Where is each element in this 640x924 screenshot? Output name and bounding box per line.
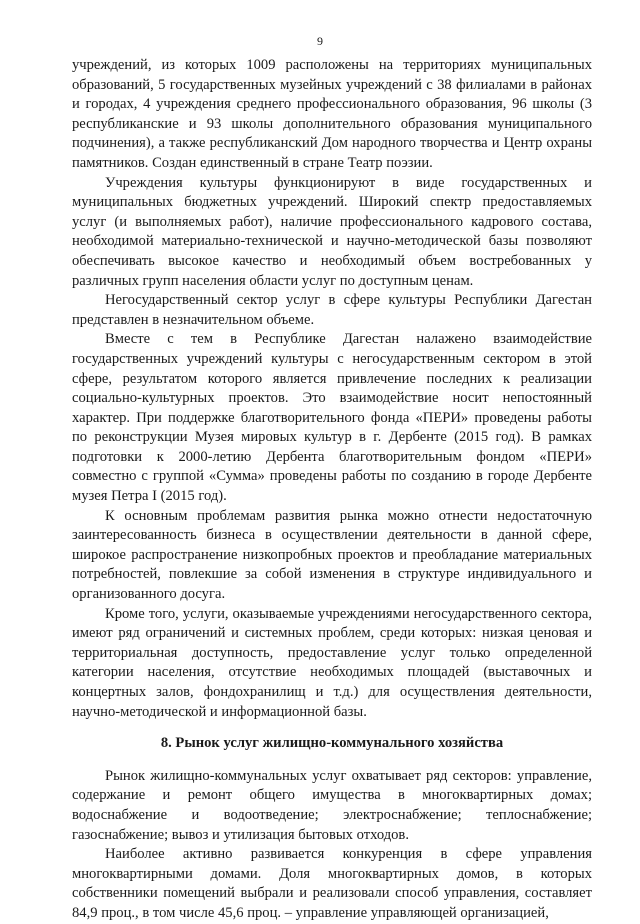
paragraph-8: Наиболее активно развивается конкуренция в сфере управления многоквартирными домами. Доля многоквартирных домов, в которых собственники помещений выбрали и реализовали способ управления, составляет 84,9 проц., в том числе 45,6 проц. – управление управляющей организацией, [72, 846, 592, 921]
paragraph-3: Негосударственный сектор услуг в сфере культуры Республики Дагестан представлен в незначительном объеме. [72, 292, 592, 328]
paragraph-5: К основным проблемам развития рынка можно отнести недостаточную заинтересованность бизнеса в осуществлении деятельности в данной сфере, широкое распространение низкопробных проектов и преобладание материальных потребностей, повлекшие за собой изменения в структуре индивидуального и организованного досуга. [72, 507, 592, 603]
paragraph-1: учреждений, из которых 1009 расположены на территориях муниципальных образований, 5 государственных музейных учреждений с 38 филиалами в районах и городах, 4 учреждения среднего профессионального образования, 96 школы (3 республиканские и 93 школы дополнительного образования муниципального подчинения), а также республиканский Дом народного творчества и Центр охраны памятников. Создан единственный в стране Театр поэзии. [72, 57, 592, 171]
page-number: 9 [317, 34, 323, 48]
paragraph-4: Вместе с тем в Республике Дагестан налажено взаимодействие государственных учреждений культуры с негосударственным сектором в этой сфере, результатом которого является привлечение последних к реализации социально-культурных проектов. Это взаимодействие носит непостоянный характер. При поддержке благотворительного фонда «ПЕРИ» проведены работы по реконструкции Музея мировых культур в г. Дербенте (2015 год). В рамках подготовки к 2000-летию Дербента благотворительным фондом «ПЕРИ» совместно с группой «Сумма» проведены работы по созданию в городе Дербенте музея Петра I (2015 год). [72, 331, 592, 505]
paragraph-2: Учреждения культуры функционируют в виде государственных и муниципальных бюджетных учреждений. Широкий спектр предоставляемых услуг (и выполняемых работ), наличие профессионального кадрового состава, необходимой материально-технической и научно-методической базы позволяют обеспечивать высокое качество и необходимый объем востребованных у различных групп населения области услуг по доступным ценам. [72, 174, 592, 289]
paragraph-6: Кроме того, услуги, оказываемые учреждениями негосударственного сектора, имеют ряд ограничений и системных проблем, среди которых: низкая ценовая и территориальная доступность, предоставление услуг только определенной категории населения, отсутствие необходимых площадей (выставочных и концертных залов, фондохранилищ и т.д.) для осуществления деятельности, научно-методической и информационной базы. [72, 605, 592, 720]
section-heading: 8. Рынок услуг жилищно-коммунального хозяйства [160, 735, 504, 752]
paragraph-7: Рынок жилищно-коммунальных услуг охватывает ряд секторов: управление, содержание и ремонт общего имущества в многоквартирных домах; водоснабжение и водоотведение; электроснабжение; теплоснабжение; газоснабжение; вывоз и утилизация бытовых отходов. [72, 767, 592, 843]
document-body [72, 56, 592, 924]
